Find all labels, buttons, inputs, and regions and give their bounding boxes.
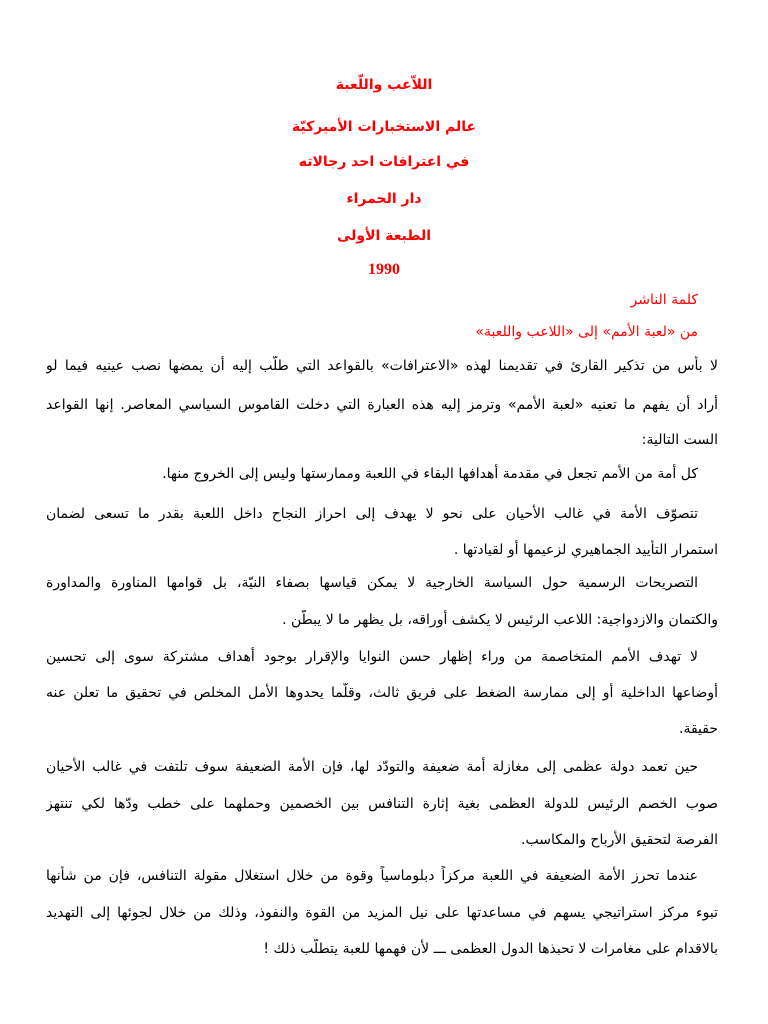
publisher-name: دار الحمراء <box>346 191 422 207</box>
edition-label: الطبعة الأولى <box>336 228 432 244</box>
body-line: أوضاعها الداخلية أو إلى ممارسة الضغط على فريق ثالث، وقلّما يحدوها الأمل المخلص في تحقيق ما تعلن عنه <box>46 685 718 701</box>
body-line: تبوء مركز استراتيجي يسهم في مساعدتها على نيل المزيد من القوة والنفوذ، وذلك من خلال لجوئها إلى التهديد <box>46 905 718 921</box>
book-subtitle: عالم الاستخبارات الأميركيّة <box>291 119 477 135</box>
body-line: أراد أن يفهم ما تعنيه «لعبة الأمم» وترمز إليه هذه العبارة التي دخلت القاموس السياسي المعاصر. إنها القواعد <box>46 397 718 413</box>
section-heading: كلمة الناشر <box>630 292 698 308</box>
body-line: صوب الخصم الرئيس للدولة العظمى بغية إثارة التنافس بين الخصمين وحملهما على خطب ودّها لكي تنتهز <box>46 796 718 812</box>
book-subtitle-2: في اعترافات احد رجالاته <box>298 154 470 170</box>
body-line: حين تعمد دولة عظمى إلى مغازلة أمة ضعيفة والتودّد لها، فإن الأمة الضعيفة سوف تلتفت في غالب الأحيان <box>46 759 698 775</box>
body-line: عندما تحرز الأمة الضعيفة في اللعبة مركزاً دبلوماسياً وقوة من خلال استغلال مقولة التنافس، فإن من شأنها <box>46 868 698 884</box>
body-line: كل أمة من الأمم تجعل في مقدمة أهدافها البقاء في اللعبة وممارستها وليس إلى الخروج منها. <box>162 466 698 482</box>
body-line: لا بأس من تذكير القارئ في تقديمنا لهذه «الاعترافات» بالقواعد التي طلّب إليه أن يمضها نصب عينيه فيما لو <box>46 358 718 374</box>
body-line: الست التالية: <box>641 432 718 448</box>
body-line: التصريحات الرسمية حول السياسة الخارجية لا يمكن قياسها بصفاء النيّة، بل قوامها المناورة والمداورة <box>46 575 698 591</box>
body-line: استمرار التأييد الجماهيري لزعيمها أو لقيادتها . <box>453 542 718 558</box>
body-line: والكتمان والازدواجية: اللاعب الرئيس لا يكشف أوراقه، بل يظهر ما لا يبطّن . <box>282 612 718 628</box>
body-line: بالاقدام على مغامرات لا تحبذها الدول العظمى ـــ لأن فهمها للعبة يتطلّب ذلك ! <box>263 941 718 957</box>
body-line: تتصوّف الأمة في غالب الأحيان على نحو لا يهدف إلى احراز النجاح داخل اللعبة بقدر ما تسعى لضمان <box>46 506 698 522</box>
publication-year: 1990 <box>368 261 400 278</box>
section-subheading: من «لعبة الأمم» إلى «اللاعب واللعبة» <box>475 324 698 340</box>
body-line: الفرصة لتحقيق الأرباح والمكاسب. <box>521 832 718 848</box>
body-line: حقيقة. <box>679 721 718 737</box>
book-title: اللاّعب واللّعبة <box>335 77 433 93</box>
body-line: لا تهدف الأمم المتخاصمة من وراء إظهار حسن النوايا والإقرار بوجود أهداف مشتركة سوى إلى تحسين <box>46 649 698 665</box>
